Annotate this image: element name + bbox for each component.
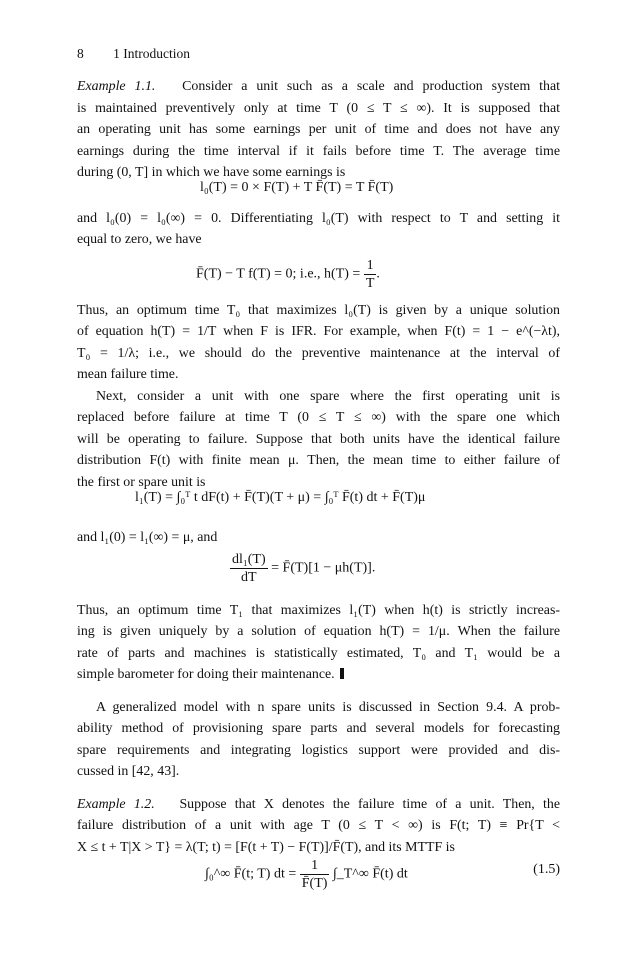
example-1-1-line-1: Example 1.1. Consider a unit such as a scale and production system that: [77, 79, 561, 94]
text-line: A generalized model with n spare units is discussed in Section 9.4. A prob-: [96, 700, 560, 715]
text-line: Next, consider a unit with one spare where the first operating unit is: [96, 389, 560, 404]
equation-dl1: $\frac{\text{dl₁(T)}}{dT}$ = F̄(T)[1 − μh(T)].: [232, 552, 376, 585]
text-line: an operating unit has some earnings per unit of time and does not have any: [77, 122, 560, 137]
text-line: distribution F(t) with finite mean μ. Then, the mean time to either failure of: [77, 453, 560, 468]
text-line: rate of parts and machines is statistically estimated, T₀ and T₁ would be a: [77, 646, 560, 661]
equation-mttf: ∫₀^∞ F̄(t; T) dt = $\frac{1}{F̄(T)}$ ∫_T^∞ F̄(t) dt: [205, 858, 408, 891]
text-line: of equation h(T) = 1/T when F is IFR. For example, when F(t) = 1 − e^(−λt),: [77, 324, 560, 339]
chapter-title: 1 Introduction: [113, 46, 190, 61]
text-line: simple barometer for doing their maintenance.: [77, 664, 560, 686]
text-line: and l₁(0) = l₁(∞) = μ, and: [77, 530, 218, 545]
text-line: Thus, an optimum time T₀ that maximizes l₀(T) is given by a unique solution: [77, 303, 560, 318]
text-line: ing is given uniquely by a solution of equation h(T) = 1/μ. When the failure: [77, 624, 560, 639]
text-line: spare requirements and integrating logistics support were provided and dis-: [77, 743, 560, 758]
example-1-2-line-1: Example 1.2. Suppose that X denotes the failure time of a unit. Then, the: [77, 797, 560, 812]
text-line: ability method of provisioning spare parts and several models for forecasting: [77, 721, 560, 736]
text-line: Thus, an optimum time T₁ that maximizes l₁(T) when h(t) is strictly increas-: [77, 603, 560, 618]
fraction: $\frac{\text{dl₁(T)}}{dT}$: [232, 552, 266, 585]
equation-number: (1.5): [533, 862, 560, 877]
end-of-proof-icon: [340, 668, 344, 679]
page-number: 8: [77, 46, 84, 61]
text-line: replaced before failure at time T (0 ≤ T ≤ ∞) with the spare one which: [77, 410, 560, 425]
text-line: mean failure time.: [77, 367, 179, 382]
equation-l0: l₀(T) = 0 × F(T) + T F̄(T) = T F̄(T): [200, 180, 394, 195]
text-line: X ≤ t + T|X > T} = λ(T; t) = [F(t + T) − F(T)]/F̄(T), and its MTTF is: [77, 840, 455, 855]
text-line: will be operating to failure. Suppose that both units have the identical failure: [77, 432, 560, 447]
text-line: the first or spare unit is: [77, 475, 206, 490]
running-header: [77, 46, 190, 62]
example-label: Example 1.1.: [77, 79, 156, 94]
text-line: and l₀(0) = l₀(∞) = 0. Differentiating l₀(T) with respect to T and setting it: [77, 211, 560, 226]
text-line: cussed in [42, 43].: [77, 764, 180, 779]
text-line: failure distribution of a unit with age T (0 ≤ T < ∞) is F(t; T) ≡ Pr{T <: [77, 818, 560, 833]
equation-l1: l₁(T) = ∫₀ᵀ t dF(t) + F̄(T)(T + μ) = ∫₀ᵀ F̄(t) dt + F̄(T)μ: [135, 490, 426, 505]
text-line: equal to zero, we have: [77, 232, 202, 247]
example-label: Example 1.2.: [77, 797, 155, 812]
equation-derivative: F̄(T) − T f(T) = 0; i.e., h(T) = $\frac{1}{T}$ .: [196, 258, 380, 291]
fraction: $\frac{1}{T}$: [365, 258, 375, 291]
text-line: is maintained preventively only at time T (0 ≤ T ≤ ∞). It is supposed that: [77, 101, 560, 116]
text-line: during (0, T] in which we have some earnings is: [77, 165, 346, 180]
fraction: $\frac{1}{F̄(T)}$: [301, 858, 328, 891]
text-line: T₀ = 1/λ; i.e., we should do the preventive maintenance at the interval of: [77, 346, 560, 361]
text-line: earnings during the time interval if it fails before time T. The average time: [77, 144, 560, 159]
